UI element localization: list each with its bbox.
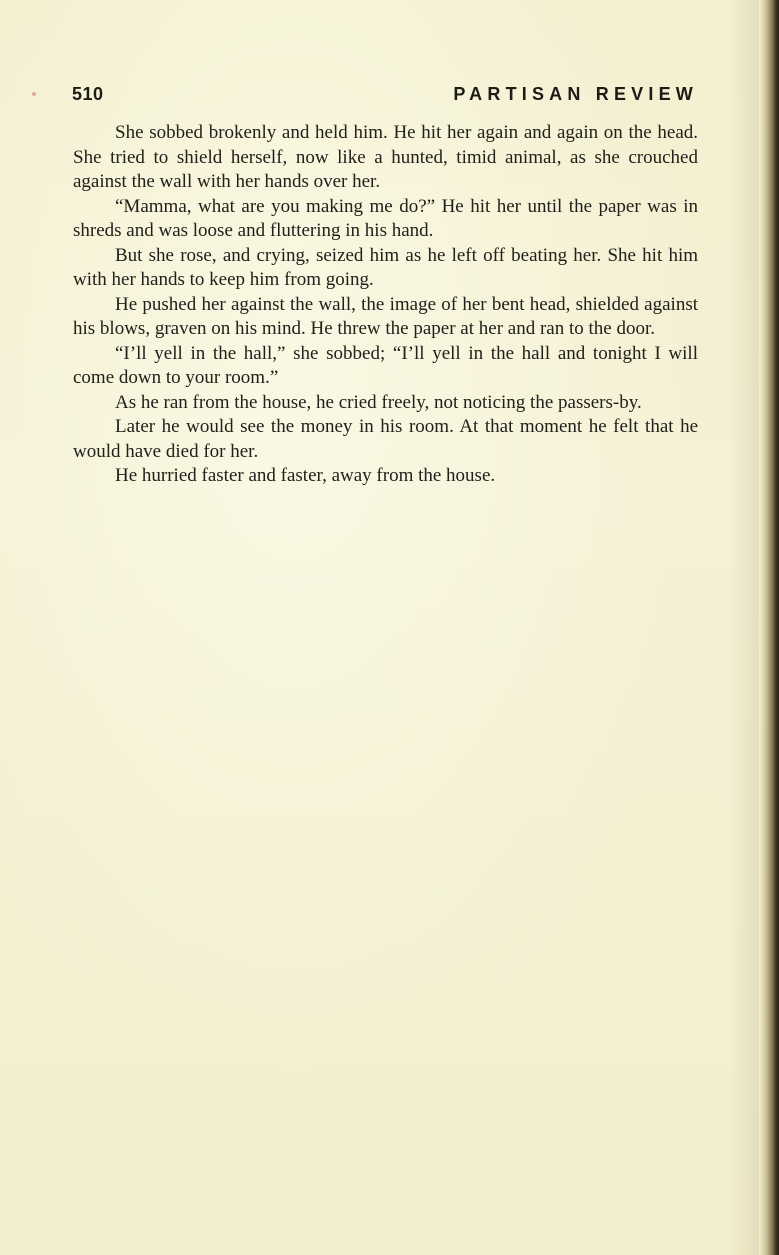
paragraph: “Mamma, what are you making me do?” He hit her until the paper was in shreds and was loose and fluttering in his hand. [73,195,698,241]
book-binding-edge [759,0,779,1255]
journal-title: PARTISAN REVIEW [453,84,698,104]
paragraph: “I’ll yell in the hall,” she sobbed; “I’ll yell in the hall and tonight I will come down to your room.” [73,342,698,388]
paragraph: Later he would see the money in his room. At that moment he felt that he would have died for her. [73,416,698,462]
running-head [72,84,698,108]
paragraph: She sobbed brokenly and held him. He hit her again and again on the head. She tried to shield herself, now like a hunted, timid animal, as she crouched against the wall with her hands over her. [73,122,698,192]
binding-shadow [729,0,759,1255]
paragraph: He hurried faster and faster, away from the house. [115,465,496,486]
paragraph: He pushed her against the wall, the image of her bent head, shielded against his blows, graven on his mind. He threw the paper at her and ran to the door. [73,293,698,339]
story-text [73,121,698,489]
paragraph: As he ran from the house, he cried freely, not noticing the passers-by. [115,391,642,413]
page-number: 510 [72,84,104,104]
paper-speck [32,92,36,96]
paragraph: But she rose, and crying, seized him as he left off beating her. She hit him with her hands to keep him from going. [73,244,698,290]
